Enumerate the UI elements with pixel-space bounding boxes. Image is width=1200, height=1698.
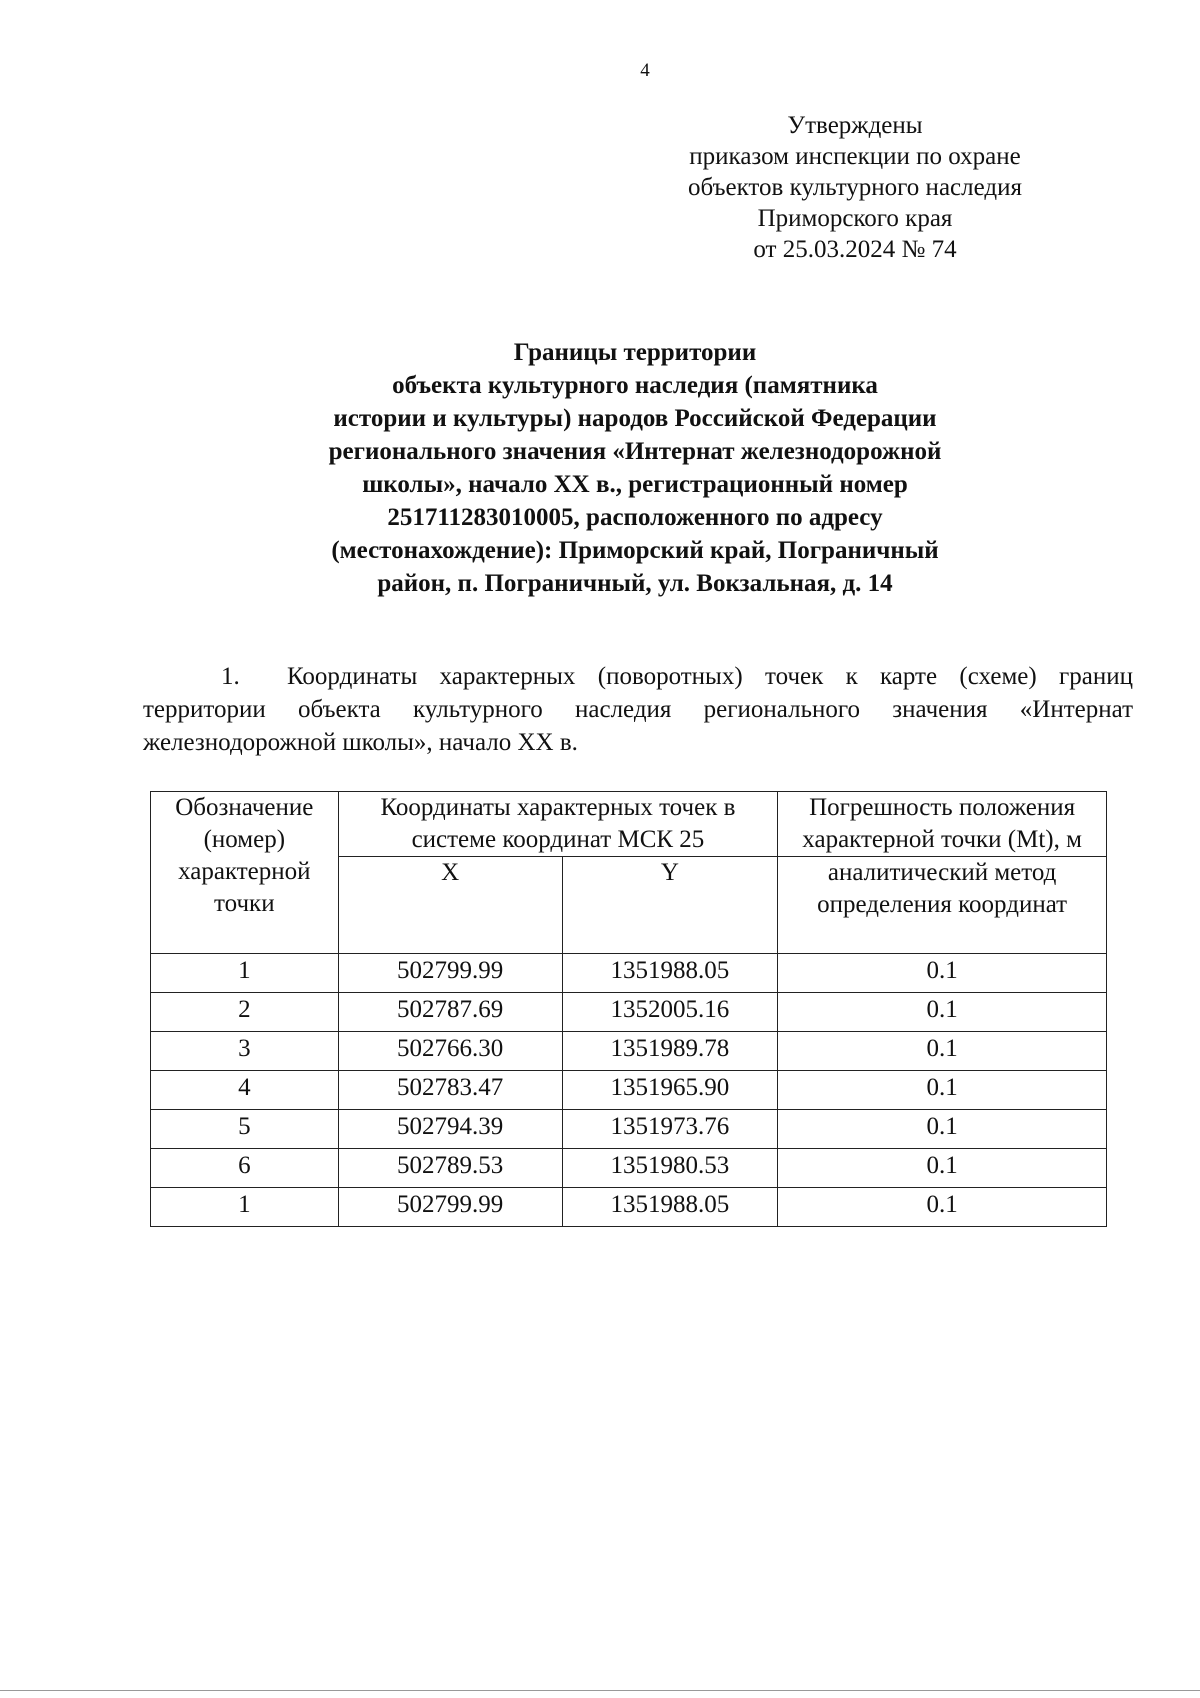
approval-line: Утверждены: [787, 112, 923, 139]
section-text: Координаты характерных (поворотных) точек к карте (схеме) границ территории объекта культурного наследия регионального значения «Интернат железнодорожной школы», начало XX в.: [143, 663, 1133, 756]
point-cell: 1: [151, 954, 339, 993]
title-line: 251711283010005, расположенного по адресу: [387, 504, 883, 531]
y-header: Y: [562, 857, 778, 954]
approval-line: приказом инспекции по охране: [689, 143, 1021, 170]
title-line: регионального значения «Интернат железнодорожной: [328, 438, 942, 465]
error-cell: 0.1: [778, 1188, 1107, 1227]
y-cell: 1351965.90: [562, 1071, 778, 1110]
title-line: объекта культурного наследия (памятника: [392, 372, 878, 399]
y-cell: 1351989.78: [562, 1032, 778, 1071]
y-cell: 1351980.53: [562, 1149, 778, 1188]
page-number: 4: [640, 60, 650, 81]
approval-line: от 25.03.2024 № 74: [753, 236, 957, 263]
title-line: Границы территории: [513, 339, 757, 366]
scan-bottom-edge: [0, 1690, 1200, 1691]
table-row: [151, 1188, 1107, 1227]
title-line: школы», начало XX в., регистрационный номер: [362, 471, 908, 498]
table-row: [151, 993, 1107, 1032]
error-cell: 0.1: [778, 1149, 1107, 1188]
section-paragraph: [143, 660, 1133, 759]
title-line: истории и культуры) народов Российской Федерации: [333, 405, 937, 432]
table-row: [151, 1110, 1107, 1149]
table-row: [151, 1149, 1107, 1188]
approval-line: объектов культурного наследия: [688, 174, 1022, 201]
x-cell: 502783.47: [338, 1071, 562, 1110]
x-cell: 502766.30: [338, 1032, 562, 1071]
title-line: район, п. Пограничный, ул. Вокзальная, д. 14: [377, 570, 893, 597]
error-cell: 0.1: [778, 954, 1107, 993]
approval-block: [640, 110, 1070, 265]
table-row: [151, 954, 1107, 993]
error-header: Погрешность положения характерной точки (Mt), м: [778, 792, 1107, 857]
point-cell: 4: [151, 1071, 339, 1110]
point-header: Обозначение (номер) характерной точки: [151, 792, 339, 954]
y-cell: 1351988.05: [562, 954, 778, 993]
y-cell: 1351973.76: [562, 1110, 778, 1149]
x-cell: 502787.69: [338, 993, 562, 1032]
title-line: (местонахождение): Приморский край, Пограничный: [331, 537, 939, 564]
y-cell: 1352005.16: [562, 993, 778, 1032]
error-cell: 0.1: [778, 1071, 1107, 1110]
point-cell: 1: [151, 1188, 339, 1227]
section-number: 1.: [221, 663, 240, 690]
error-cell: 0.1: [778, 1032, 1107, 1071]
x-header: X: [338, 857, 562, 954]
error-cell: 0.1: [778, 993, 1107, 1032]
x-cell: 502799.99: [338, 954, 562, 993]
point-cell: 2: [151, 993, 339, 1032]
x-cell: 502799.99: [338, 1188, 562, 1227]
x-cell: 502794.39: [338, 1110, 562, 1149]
point-cell: 6: [151, 1149, 339, 1188]
y-cell: 1351988.05: [562, 1188, 778, 1227]
x-cell: 502789.53: [338, 1149, 562, 1188]
coordinates-table: [150, 791, 1107, 1227]
method-header: аналитический метод определения координат: [778, 857, 1107, 954]
point-cell: 5: [151, 1110, 339, 1149]
document-title: [230, 336, 1040, 600]
table-row: [151, 1032, 1107, 1071]
table-header-row: [151, 792, 1107, 857]
table-row: [151, 1071, 1107, 1110]
approval-line: Приморского края: [757, 205, 953, 232]
coords-header: Координаты характерных точек в системе координат МСК 25: [338, 792, 778, 857]
point-cell: 3: [151, 1032, 339, 1071]
error-cell: 0.1: [778, 1110, 1107, 1149]
